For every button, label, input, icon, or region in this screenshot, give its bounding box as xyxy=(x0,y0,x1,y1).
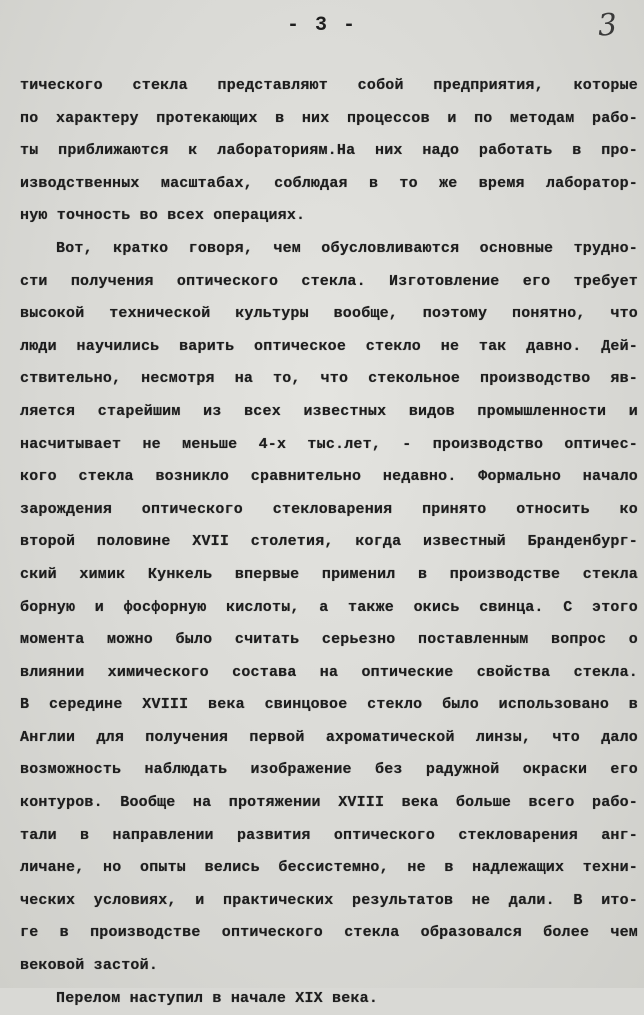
text-line: ский химик Кункель впервые применил в производстве стекла xyxy=(20,565,638,583)
text-line: ствительно, несмотря на то, что стекольное производство яв- xyxy=(20,370,638,388)
text-line: момента можно было считать серьезно поставленным вопрос о xyxy=(20,631,638,649)
text-line: контуров. Вообще на протяжении XVIII века больше всего рабо- xyxy=(20,794,638,812)
text-line: Вот, кратко говоря, чем обусловливаются основные трудно- xyxy=(56,239,638,257)
text-line: кого стекла возникло сравнительно недавно. Формально начало xyxy=(20,468,638,486)
text-line: Перелом наступил в начале XIX века. xyxy=(56,989,379,1007)
text-line: второй половине XVII столетия, когда известный Бранденбург- xyxy=(20,533,638,551)
text-line: высокой технической культуры вообще, поэтому понятно, что xyxy=(20,305,638,323)
text-line: насчитывает не меньше 4-х тыс.лет, - производство оптичес- xyxy=(20,435,638,453)
text-line: личане, но опыты велись бессистемно, не в надлежащих техни- xyxy=(20,859,638,877)
text-line: изводственных масштабах, соблюдая в то же время лаборатор- xyxy=(20,174,638,192)
text-line: ты приближаются к лабораториям.На них надо работать в про- xyxy=(20,142,638,160)
text-line: В середине XVIII века свинцовое стекло было использовано в xyxy=(20,696,638,714)
text-line: ческих условиях, и практических результатов не дали. В ито- xyxy=(20,891,638,909)
page-number: - 3 - xyxy=(286,14,357,37)
text-line: ляется старейшим из всех известных видов промышленности и xyxy=(20,402,638,420)
text-line: тали в направлении развития оптического стекловарения анг- xyxy=(20,826,638,844)
text-line: люди научились варить оптическое стекло не так давно. Дей- xyxy=(20,337,638,355)
text-line: влиянии химического состава на оптические свойства стекла. xyxy=(20,663,638,681)
text-line: сти получения оптического стекла. Изготовление его требует xyxy=(20,272,638,290)
text-line: ную точность во всех операциях. xyxy=(20,207,306,225)
text-line: вековой застой. xyxy=(20,957,159,975)
text-line: Англии для получения первой ахроматической линзы, что дало xyxy=(20,728,638,746)
text-line: зарождения оптического стекловарения принято относить ко xyxy=(20,500,638,518)
handwritten-page-mark: 3 xyxy=(596,7,619,44)
text-line: возможность наблюдать изображение без радужной окраски его xyxy=(20,761,638,779)
text-line: ге в производстве оптического стекла образовался более чем xyxy=(20,924,638,942)
text-line: борную и фосфорную кислоты, а также окись свинца. С этого xyxy=(20,598,638,616)
body-text xyxy=(20,70,638,1015)
text-line: по характеру протекающих в них процессов и по методам рабо- xyxy=(20,109,638,127)
text-line: тического стекла представляют собой предприятия, которые xyxy=(20,77,638,94)
